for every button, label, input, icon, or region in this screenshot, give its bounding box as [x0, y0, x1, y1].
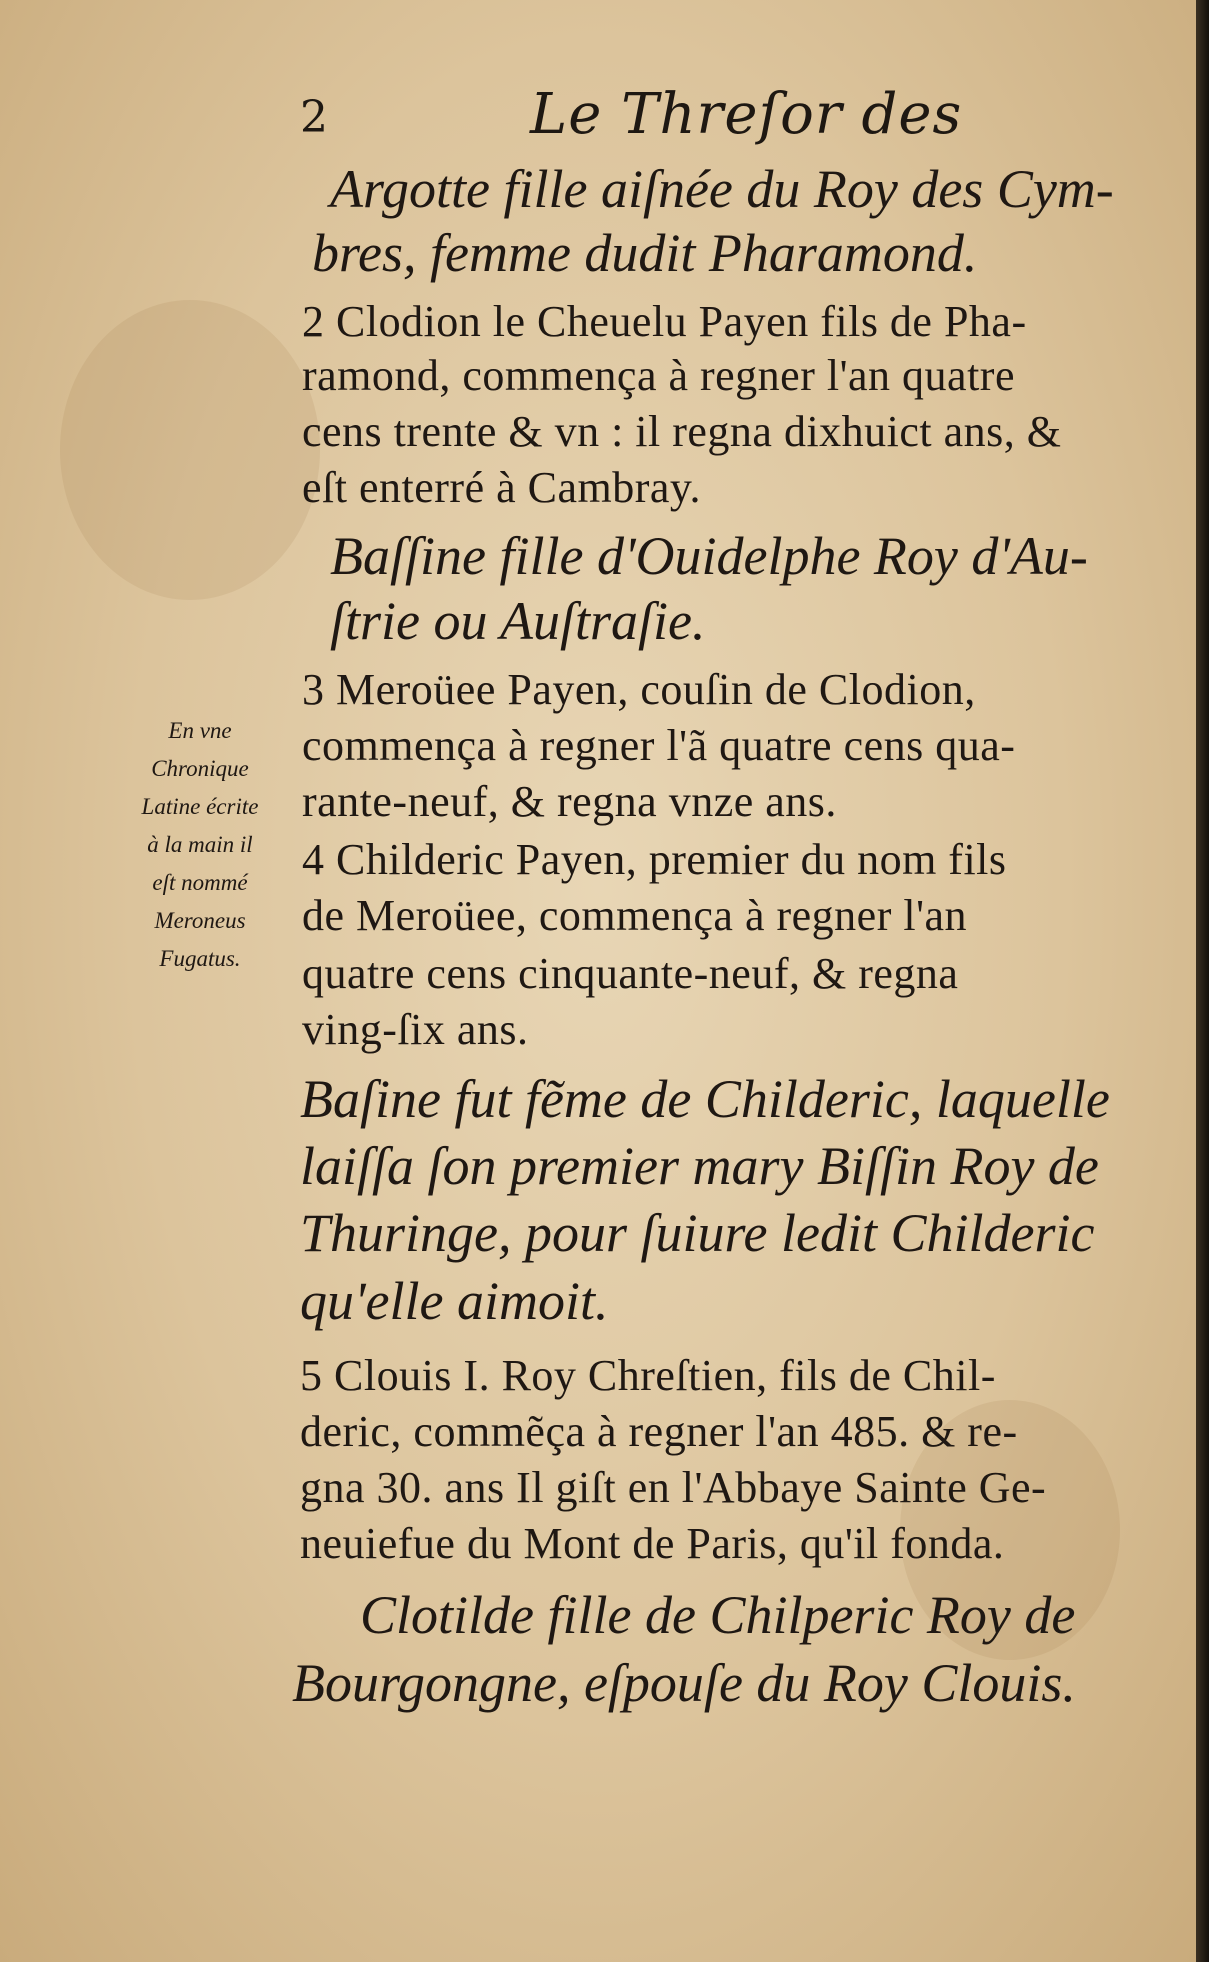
text-line: Baſſine fille d'Ouidelphe Roy d'Au- — [330, 526, 1088, 586]
text-line: bres, femme dudit Pharamond. — [312, 223, 978, 283]
text-line: de Meroüee, commença à regner l'an — [302, 891, 968, 940]
text-line: ramond, commença à regner l'an quatre — [302, 351, 1015, 400]
book-edge — [1196, 0, 1209, 1962]
text-line: eſt enterré à Cambray. — [302, 463, 702, 512]
text-line: qu'elle aimoit. — [300, 1271, 609, 1331]
text-line: gna 30. ans Il giſt en l'Abbaye Sainte Ge- — [300, 1463, 1047, 1512]
margin-note-line: à la main il — [147, 832, 253, 857]
margin-note — [105, 712, 295, 978]
text-line: Clotilde fille de Chilperic Roy de — [360, 1585, 1076, 1645]
text-line: cens trente & vn : il regna dixhuict ans, & — [302, 407, 1062, 456]
margin-note-line: eſt nommé — [152, 870, 248, 895]
text-line: Thuringe, pour ſuiure ledit Childeric — [300, 1203, 1095, 1263]
text-line: deric, commẽça à regner l'an 485. & re- — [300, 1407, 1018, 1456]
text-line: ving-ſix ans. — [302, 1005, 529, 1054]
text-line: rante-neuf, & regna vnze ans. — [302, 777, 837, 826]
margin-note-line: Meroneus — [154, 908, 246, 933]
text-line: 5 Clouis I. Roy Chreſtien, fils de Chil- — [300, 1351, 996, 1400]
text-line: neuiefue du Mont de Paris, qu'il fonda. — [300, 1519, 1005, 1568]
page-number: 2 — [300, 92, 328, 143]
running-head: Le Threſor des — [530, 82, 963, 147]
margin-note-line: Fugatus. — [159, 946, 241, 971]
text-line: Argotte fille aiſnée du Roy des Cym- — [330, 159, 1114, 219]
text-line: quatre cens cinquante-neuf, & regna — [302, 949, 959, 998]
text-line: 4 Childeric Payen, premier du nom fils — [302, 835, 1007, 884]
text-line: Bourgongne, eſpouſe du Roy Clouis. — [292, 1653, 1076, 1713]
text-line: ſtrie ou Auſtraſie. — [330, 591, 706, 651]
paper-stain — [60, 300, 320, 600]
text-line: Baſine fut fẽme de Childeric, laquelle — [300, 1069, 1110, 1129]
text-line: 2 Clodion le Cheuelu Payen fils de Pha- — [302, 297, 1027, 346]
text-line: 3 Meroüee Payen, couſin de Clodion, — [302, 665, 976, 714]
margin-note-line: En vne — [168, 718, 232, 743]
margin-note-line: Latine écrite — [141, 794, 259, 819]
text-line: commença à regner l'ã quatre cens qua- — [302, 721, 1016, 770]
text-line: laiſſa ſon premier mary Biſſin Roy de — [300, 1136, 1099, 1196]
margin-note-line: Chronique — [151, 756, 249, 781]
